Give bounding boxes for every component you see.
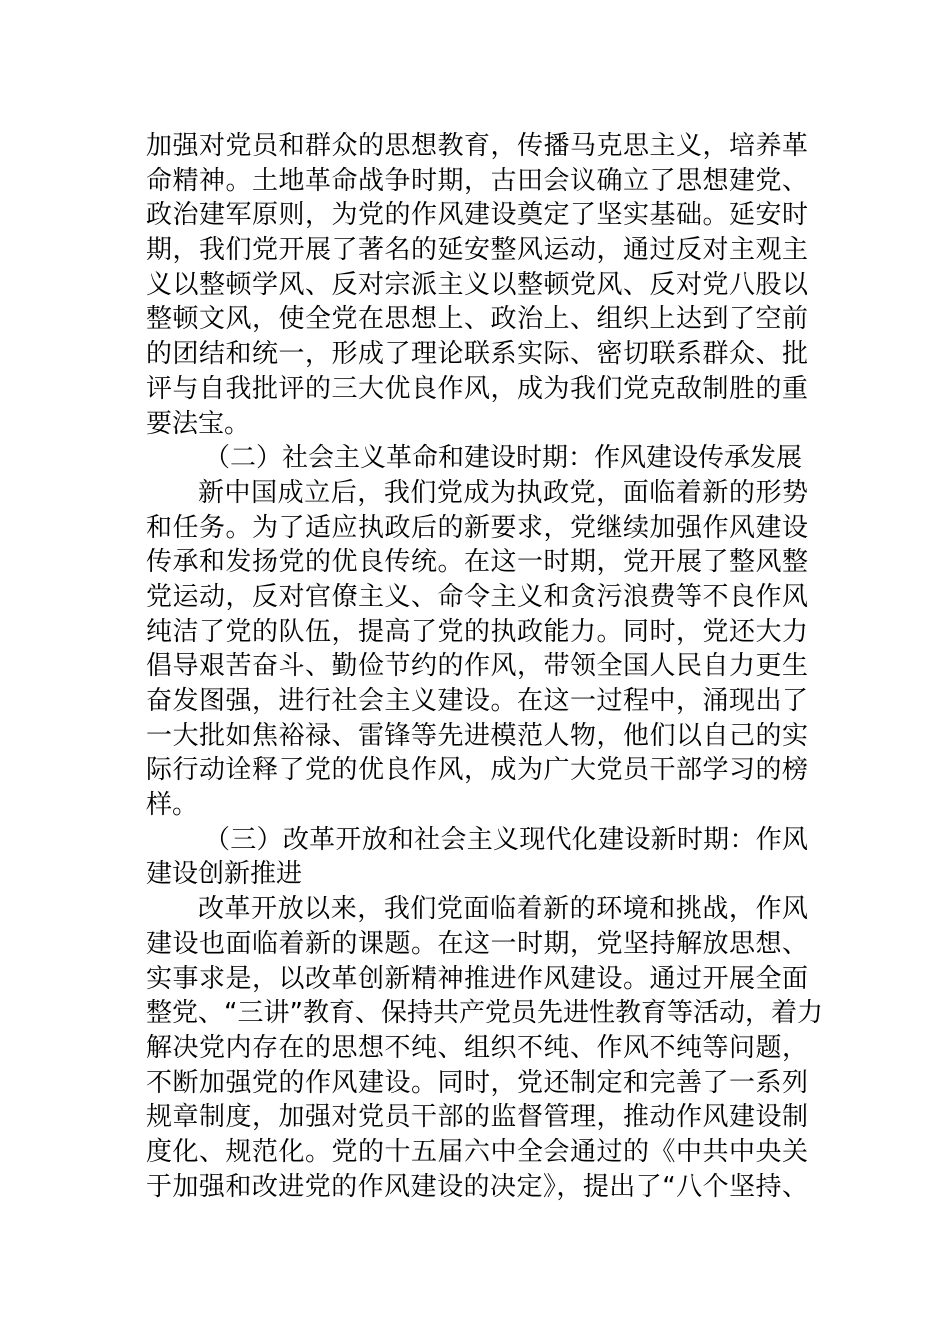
section-heading-3 [146,823,808,892]
text-line: 党运动，反对官僚主义、命令主义和贪污浪费等不良作风 [146,581,808,612]
text-line: 和任务。为了适应执政后的新要求，党继续加强作风建设 [146,512,808,543]
text-line: 实事求是，以改革创新精神推进作风建设。通过开展全面 [146,963,808,994]
text-line: 期，我们党开展了著名的延安整风运动，通过反对主观主 [146,235,808,266]
text-line: 倡导艰苦奋斗、勤俭节约的作风，带领全国人民自力更生 [146,651,808,682]
paragraph-reform-opening [146,892,823,1204]
text-line: 整党、“三讲”教育、保持共产党员先进性教育等活动，着力 [146,998,823,1029]
text-line: 奋发图强，进行社会主义建设。在这一过程中，涌现出了 [146,686,808,716]
text-line: 际行动诠释了党的优良作风，成为广大党员干部学习的榜 [146,755,808,786]
text-line: 解决党内存在的思想不纯、组织不纯、作风不纯等问题， [146,1032,808,1063]
text-line: 加强对党员和群众的思想教育，传播马克思主义，培养革 [146,131,808,161]
text-line: 纯洁了党的队伍，提高了党的执政能力。同时，党还大力 [146,616,808,647]
paragraph-socialist-construction [146,476,808,823]
section-heading-2: （二）社会主义革命和建设时期：作风建设传承发展 [204,443,803,474]
text-line: 政治建军原则，为党的作风建设奠定了坚实基础。延安时 [146,200,808,231]
document-body [146,129,823,1204]
text-line: 改革开放以来，我们党面临着新的环境和挑战，作风 [198,894,808,925]
heading-line: 建设创新推进 [146,859,303,890]
text-line: 样。 [146,790,199,821]
text-line: 一大批如焦裕禄、雷锋等先进模范人物，他们以自己的实 [146,720,808,751]
text-line: 新中国成立后，我们党成为执政党，面临着新的形势 [198,477,808,508]
text-line: 于加强和改进党的作风建设的决定》，提出了“八个坚持、 [146,1171,808,1202]
text-line: 不断加强党的作风建设。同时，党还制定和完善了一系列 [146,1067,808,1098]
text-line: 整顿文风，使全党在思想上、政治上、组织上达到了空前 [146,304,808,335]
text-line: 的团结和统一，形成了理论联系实际、密切联系群众、批 [146,339,808,370]
text-line: 命精神。土地革命战争时期，古田会议确立了思想建党、 [146,165,808,196]
text-line: 建设也面临着新的课题。在这一时期，党坚持解放思想、 [146,928,808,959]
text-line: 传承和发扬党的优良传统。在这一时期，党开展了整风整 [146,547,808,578]
text-line: 度化、规范化。党的十五届六中全会通过的《中共中央关 [146,1136,808,1167]
text-line: 规章制度，加强对党员干部的监督管理，推动作风建设制 [146,1102,808,1133]
text-line: 要法宝。 [146,408,251,439]
paragraph-yanan-rectification [146,129,808,441]
text-line: 义以整顿学风、反对宗派主义以整顿党风、反对党八股以 [146,269,808,300]
heading-line: （三）改革开放和社会主义现代化建设新时期：作风 [204,824,808,855]
text-line: 评与自我批评的三大优良作风，成为我们党克敌制胜的重 [146,373,808,404]
